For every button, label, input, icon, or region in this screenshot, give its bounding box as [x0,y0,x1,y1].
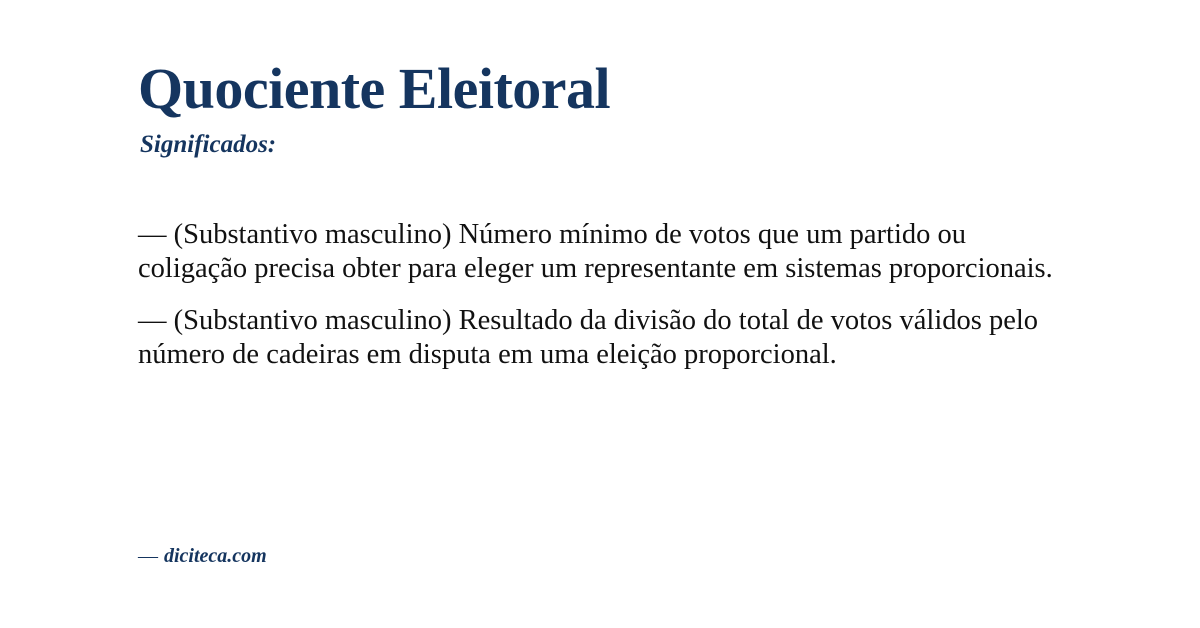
definition-list [138,218,1080,372]
source-attribution [138,544,267,568]
source-dash: — [138,545,158,567]
source-site-name: diciteca.com [164,545,267,567]
page-title: Quociente Eleitoral [138,56,611,121]
definition-item: — (Substantivo masculino) Resultado da divisão do total de votos válidos pelo número de cadeiras em disputa em uma eleição proporcional. [138,305,1039,370]
definition-item: — (Substantivo masculino) Número mínimo de votos que um partido ou coligação precisa obter para eleger um representante em sistemas proporcionais. [138,219,1053,284]
section-label-significados: Significados: [140,131,277,158]
